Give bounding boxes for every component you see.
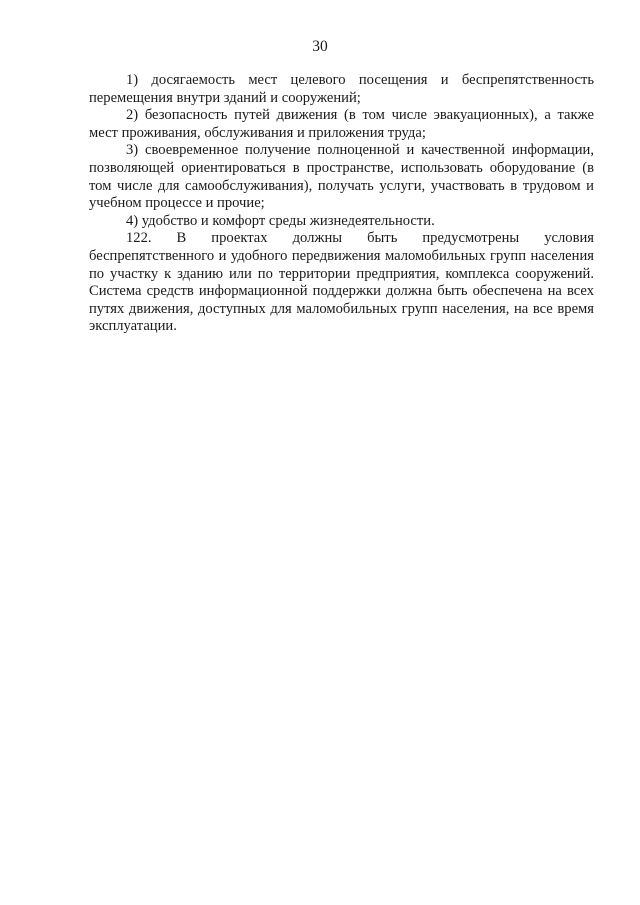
- document-body: [89, 72, 594, 336]
- list-item-reachability: 1) досягаемость мест целевого посещения и беспрепятственность перемещения внутри зданий и сооружений;: [89, 72, 594, 106]
- list-item-information: 3) своевременное получение полноценной и качественной информации, позволяющей ориентироваться в пространстве, использовать оборудование (в том числе для самообслуживания), получать услуги, участвовать в трудовом и учебном процессе и прочие;: [89, 142, 594, 212]
- clause-122: 122. В проектах должны быть предусмотрены условия беспрепятственного и удобного передвижения маломобильных групп населения по участку к зданию или по территории предприятия, комплекса сооружений. Система средств информационной поддержки должна быть обеспечена на всех путях движения, доступных для маломобильных групп населения, на все время эксплуатации.: [89, 230, 594, 335]
- list-item-safety: 2) безопасность путей движения (в том числе эвакуационных), а также мест проживания, обслуживания и приложения труда;: [89, 107, 594, 141]
- page-number: 30: [312, 38, 328, 55]
- list-item-comfort: 4) удобство и комфорт среды жизнедеятельности.: [126, 212, 435, 229]
